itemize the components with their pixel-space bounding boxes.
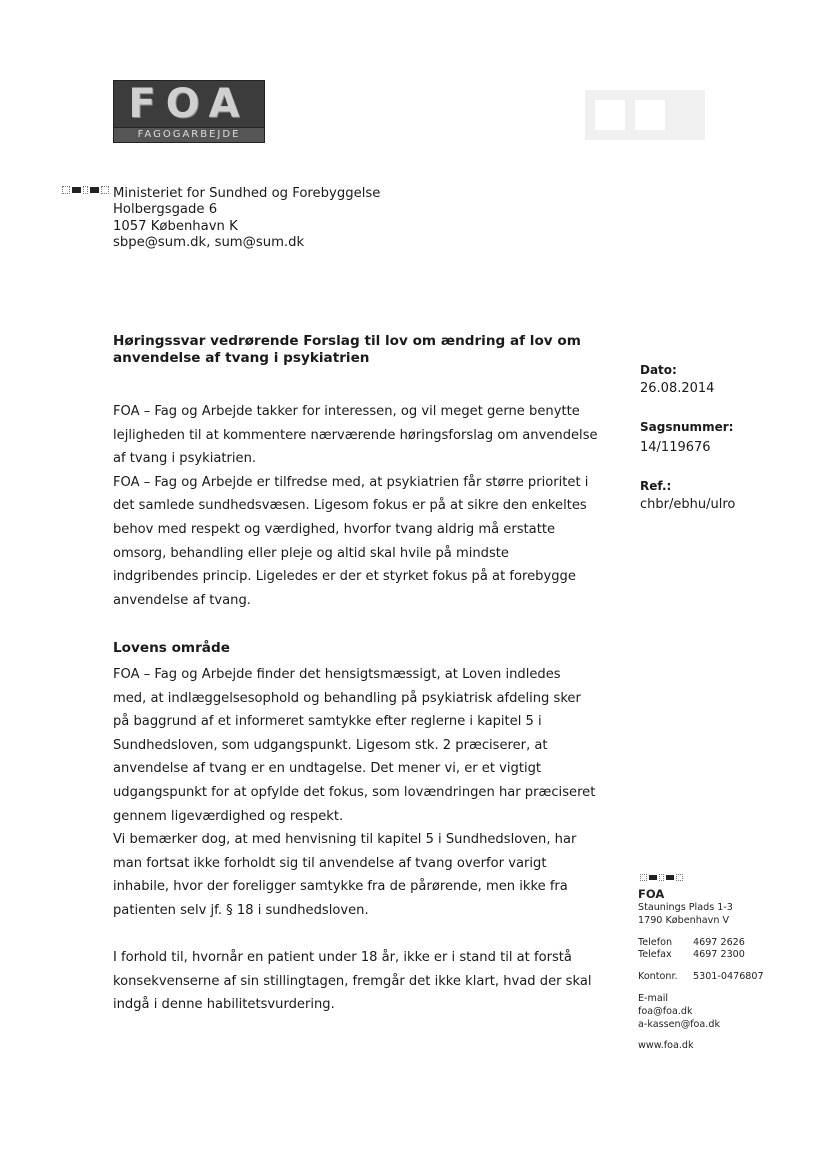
email-link[interactable]: a-kassen@foa.dk: [638, 1018, 721, 1030]
recipient-line: sbpe@sum.dk, sum@sum.dk: [113, 234, 305, 250]
case-number-label: Sagsnummer:: [640, 420, 734, 434]
logo-main-text: FOA: [113, 80, 265, 128]
date-label: Dato:: [640, 363, 677, 377]
case-number-value: 14/119676: [640, 440, 711, 455]
reference-value: chbr/ebhu/ulro: [640, 497, 736, 512]
website-link[interactable]: www.foa.dk: [638, 1040, 694, 1052]
phone-row: [638, 937, 764, 950]
fax-value: 4697 2300: [693, 949, 745, 961]
address-marker-icon: [62, 186, 109, 194]
body-section-intro: [113, 400, 598, 612]
fax-label: Telefax: [638, 949, 672, 961]
date-value: 26.08.2014: [640, 381, 715, 396]
email-label: E-mail: [638, 992, 669, 1004]
sender-city: 1790 København V: [638, 914, 730, 926]
body-section-age: [113, 946, 598, 1017]
sender-info: [638, 887, 764, 1053]
phone-value: 4697 2626: [693, 936, 745, 948]
logo-subtitle: FAGOGARBEJDE: [113, 127, 265, 143]
sender-marker-icon: [640, 874, 683, 881]
body-paragraph: FOA – Fag og Arbejde takker for interessen, og vil meget gerne benytte lejligheden til at kommentere nærværende høringsforslag om anvendelse af tvang i psykiatrien.: [113, 404, 598, 467]
section-heading: Lovens område: [113, 640, 230, 656]
body-paragraph: Vi bemærker dog, at med henvisning til kapitel 5 i Sundhedsloven, har man fortsat ikke forholdt sig til anvendelse af tvang overfor varigt inhabile, hvor der foreligger samtykke fra de pårørende, men ikke fra patienten selv jf. § 18 i sundhedsloven.: [113, 832, 577, 918]
sender-street: Staunings Plads 1-3: [638, 902, 733, 913]
body-section-scope: [113, 663, 598, 923]
account-value: 5301-0476807: [693, 971, 764, 983]
account-label: Kontonr.: [638, 971, 678, 983]
account-row: [638, 971, 764, 984]
sender-name: FOA: [638, 887, 665, 901]
recipient-line: 1057 København K: [113, 218, 238, 234]
recipient-address: [113, 186, 380, 251]
body-paragraph: FOA – Fag og Arbejde finder det hensigtsmæssigt, at Loven indledes med, at indlæggelsesophold og behandling på psykiatrisk afdeling sker på baggrund af et informeret samtykke efter reglerne i kapitel 5 i Sundhedsloven, som udgangspunkt. Ligesom stk. 2 præciserer, at anvendelse af tvang er en undtagelse. Det mener vi, er et vigtigt udgangspunkt for at opfylde det fokus, som lovændringen har præciseret gennem ligeværdighed og respekt.: [113, 667, 596, 824]
faint-stamp-mark: [580, 85, 710, 145]
phone-label: Telefon: [638, 936, 673, 948]
letter-subject: Høringssvar vedrørende Forslag til lov om ændring af lov om anvendelse af tvang i psykiatrien: [113, 333, 581, 366]
body-paragraph: I forhold til, hvornår en patient under 18 år, ikke er i stand til at forstå konsekvenserne af sin stillingtagen, fremgår det ikke klart, hvad der skal indgå i denne habilitetsvurdering.: [113, 950, 592, 1013]
recipient-line: Ministeriet for Sundhed og Forebyggelse: [113, 186, 381, 201]
fax-row: [638, 949, 764, 962]
email-link[interactable]: foa@foa.dk: [638, 1005, 693, 1017]
recipient-line: Holbergsgade 6: [113, 202, 218, 218]
body-paragraph: FOA – Fag og Arbejde er tilfredse med, at psykiatrien får større prioritet i det samlede sundhedsvæsen. Ligesom fokus er på at sikre den enkeltes behov med respekt og værdighed, hvorfor tvang aldrig må erstatte omsorg, behandling eller pleje og altid skal hvile på mindste indgribendes princip. Ligeledes er der et styrket fokus på at forebygge anvendelse af tvang.: [113, 474, 589, 608]
foa-logo: [113, 80, 263, 142]
reference-label: Ref.:: [640, 479, 672, 493]
